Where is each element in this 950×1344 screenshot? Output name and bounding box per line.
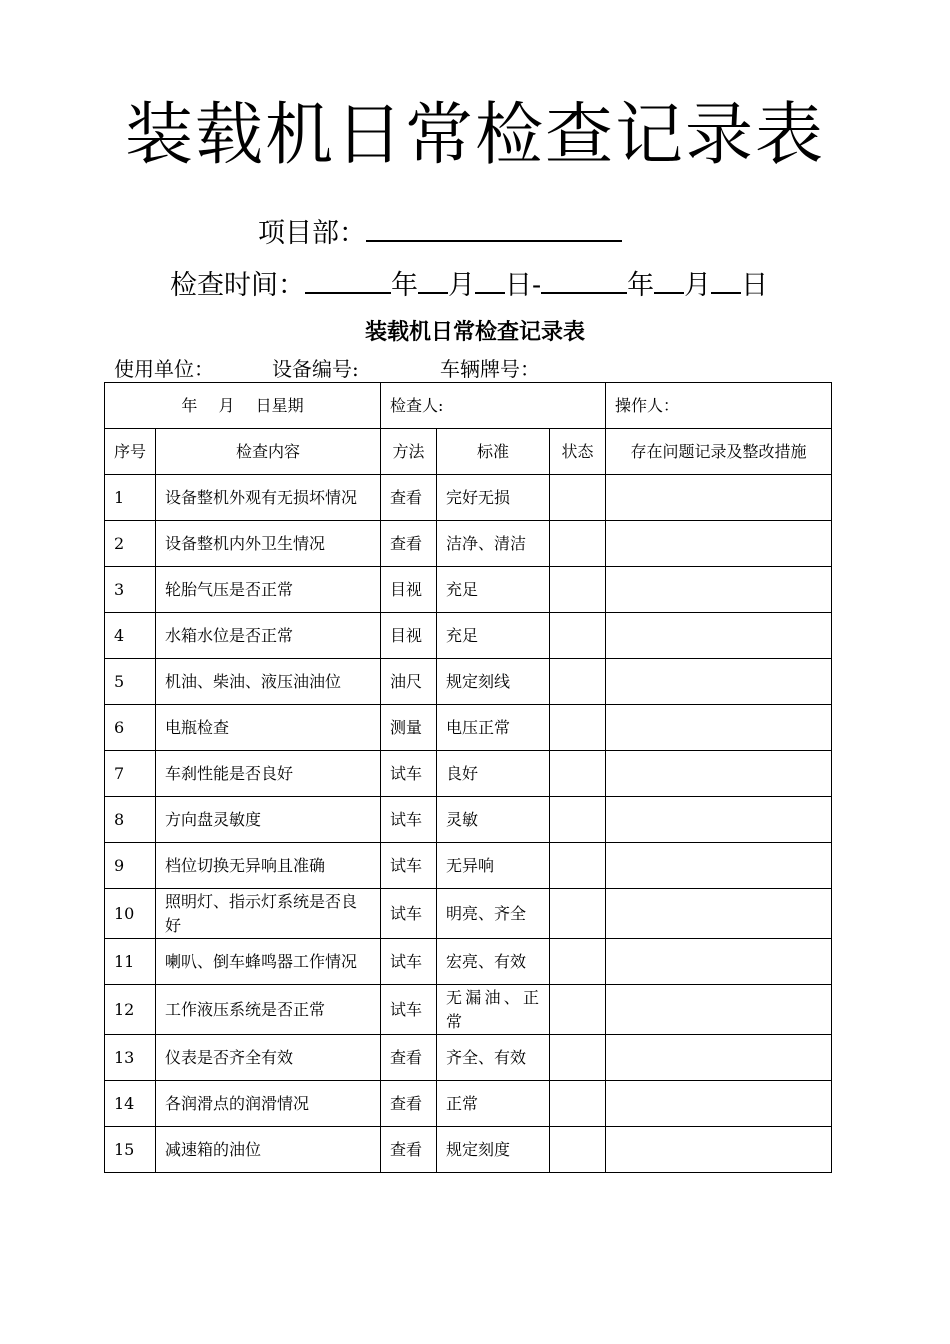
end-month-label: 月 (684, 270, 712, 301)
row-remarks[interactable] (606, 939, 832, 985)
row-remarks[interactable] (606, 843, 832, 889)
row-status[interactable] (550, 797, 606, 843)
inspection-table (104, 382, 832, 1173)
row-number: 2 (105, 521, 156, 567)
row-content: 减速箱的油位 (156, 1127, 381, 1173)
row-remarks[interactable] (606, 705, 832, 751)
table-row (105, 843, 832, 889)
table-row (105, 751, 832, 797)
row-standard: 充足 (437, 613, 550, 659)
table-column-headers (105, 429, 832, 475)
table-row (105, 659, 832, 705)
row-standard: 宏亮、有效 (437, 939, 550, 985)
row-number: 8 (105, 797, 156, 843)
row-status[interactable] (550, 843, 606, 889)
row-content: 喇叭、倒车蜂鸣器工作情况 (156, 939, 381, 985)
row-remarks[interactable] (606, 1127, 832, 1173)
row-content: 电瓶检查 (156, 705, 381, 751)
row-content: 机油、柴油、液压油油位 (156, 659, 381, 705)
row-number: 13 (105, 1035, 156, 1081)
row-standard: 洁净、清洁 (437, 521, 550, 567)
table-row (105, 567, 832, 613)
table-row (105, 521, 832, 567)
end-day-label: 日 (741, 270, 769, 301)
date-separator: - (532, 270, 542, 301)
row-content: 各润滑点的润滑情况 (156, 1081, 381, 1127)
row-standard: 电压正常 (437, 705, 550, 751)
row-standard: 充足 (437, 567, 550, 613)
row-status[interactable] (550, 475, 606, 521)
table-title: 装载机日常检查记录表 (364, 319, 585, 345)
end-month-blank[interactable] (654, 266, 684, 294)
row-content: 工作液压系统是否正常 (156, 985, 381, 1035)
row-remarks[interactable] (606, 1081, 832, 1127)
start-day-label: 日 (505, 270, 532, 301)
row-status[interactable] (550, 659, 606, 705)
row-number: 5 (105, 659, 156, 705)
row-method: 试车 (381, 843, 437, 889)
row-method: 查看 (381, 1081, 437, 1127)
row-number: 7 (105, 751, 156, 797)
plate-label: 车辆牌号： (440, 357, 540, 381)
col-header-content: 检查内容 (156, 429, 381, 475)
row-number: 14 (105, 1081, 156, 1127)
row-standard: 齐全、有效 (437, 1035, 550, 1081)
end-year-blank[interactable] (541, 266, 627, 294)
row-remarks[interactable] (606, 659, 832, 705)
start-month-label: 月 (448, 270, 475, 301)
row-number: 4 (105, 613, 156, 659)
meta-line (114, 355, 550, 383)
table-row (105, 939, 832, 985)
end-year-label: 年 (627, 270, 655, 301)
row-method: 试车 (381, 751, 437, 797)
table-header-info (105, 383, 832, 429)
table-row (105, 1081, 832, 1127)
row-method: 查看 (381, 521, 437, 567)
row-status[interactable] (550, 567, 606, 613)
header-operator-cell[interactable]: 操作人： (606, 383, 832, 429)
row-content: 照明灯、指示灯系统是否良好 (156, 889, 381, 939)
row-number: 6 (105, 705, 156, 751)
inspection-time-line (170, 266, 768, 304)
row-status[interactable] (550, 1035, 606, 1081)
row-method: 查看 (381, 1127, 437, 1173)
table-row (105, 613, 832, 659)
row-remarks[interactable] (606, 797, 832, 843)
row-content: 档位切换无异响且准确 (156, 843, 381, 889)
row-remarks[interactable] (606, 567, 832, 613)
row-status[interactable] (550, 939, 606, 985)
row-method: 试车 (381, 797, 437, 843)
row-method: 查看 (381, 475, 437, 521)
table-row (105, 797, 832, 843)
col-header-status: 状态 (550, 429, 606, 475)
row-status[interactable] (550, 705, 606, 751)
col-header-no: 序号 (105, 429, 156, 475)
table-row (105, 705, 832, 751)
project-line (258, 214, 622, 252)
project-blank[interactable] (366, 214, 622, 242)
start-year-blank[interactable] (305, 266, 391, 294)
row-standard: 明亮、齐全 (437, 889, 550, 939)
row-method: 测量 (381, 705, 437, 751)
start-year-label: 年 (391, 270, 418, 301)
row-standard: 无异响 (437, 843, 550, 889)
table-row (105, 1035, 832, 1081)
end-day-blank[interactable] (711, 266, 741, 294)
row-content: 设备整机内外卫生情况 (156, 521, 381, 567)
row-method: 查看 (381, 1035, 437, 1081)
row-content: 轮胎气压是否正常 (156, 567, 381, 613)
row-remarks[interactable] (606, 751, 832, 797)
row-number: 11 (105, 939, 156, 985)
row-standard: 规定刻线 (437, 659, 550, 705)
row-status[interactable] (550, 1081, 606, 1127)
row-remarks[interactable] (606, 985, 832, 1035)
table-row (105, 985, 832, 1035)
col-header-standard: 标准 (437, 429, 550, 475)
row-method: 试车 (381, 985, 437, 1035)
header-date-cell[interactable]: 年 月 日星期 (105, 383, 381, 429)
unit-label: 使用单位： (114, 357, 214, 381)
row-content: 车刹性能是否良好 (156, 751, 381, 797)
row-standard: 规定刻度 (437, 1127, 550, 1173)
row-method: 试车 (381, 939, 437, 985)
row-number: 1 (105, 475, 156, 521)
row-status[interactable] (550, 985, 606, 1035)
row-status[interactable] (550, 889, 606, 939)
table-row (105, 1127, 832, 1173)
row-status[interactable] (550, 521, 606, 567)
row-standard: 完好无损 (437, 475, 550, 521)
row-number: 3 (105, 567, 156, 613)
row-remarks[interactable] (606, 889, 832, 939)
row-method: 油尺 (381, 659, 437, 705)
row-content: 设备整机外观有无损坏情况 (156, 475, 381, 521)
equipment-no-label: 设备编号: (272, 357, 359, 381)
row-remarks[interactable] (606, 475, 832, 521)
row-status[interactable] (550, 751, 606, 797)
header-inspector-cell[interactable]: 检查人: (381, 383, 606, 429)
row-content: 水箱水位是否正常 (156, 613, 381, 659)
row-method: 试车 (381, 889, 437, 939)
row-method: 目视 (381, 613, 437, 659)
row-remarks[interactable] (606, 1035, 832, 1081)
row-number: 9 (105, 843, 156, 889)
row-standard: 正常 (437, 1081, 550, 1127)
row-remarks[interactable] (606, 521, 832, 567)
row-number: 10 (105, 889, 156, 939)
col-header-method: 方法 (381, 429, 437, 475)
row-standard: 良好 (437, 751, 550, 797)
time-label: 检查时间： (170, 270, 305, 301)
row-number: 12 (105, 985, 156, 1035)
col-header-remarks: 存在问题记录及整改措施 (606, 429, 832, 475)
row-method: 目视 (381, 567, 437, 613)
row-standard: 灵敏 (437, 797, 550, 843)
row-standard: 无漏油、正常 (437, 985, 550, 1035)
table-row (105, 475, 832, 521)
table-row (105, 889, 832, 939)
row-status[interactable] (550, 613, 606, 659)
start-day-blank[interactable] (475, 266, 505, 294)
row-number: 15 (105, 1127, 156, 1173)
row-content: 仪表是否齐全有效 (156, 1035, 381, 1081)
project-label: 项目部： (258, 218, 366, 249)
row-content: 方向盘灵敏度 (156, 797, 381, 843)
row-remarks[interactable] (606, 613, 832, 659)
document-title: 装载机日常检查记录表 (124, 96, 825, 175)
start-month-blank[interactable] (418, 266, 448, 294)
row-status[interactable] (550, 1127, 606, 1173)
